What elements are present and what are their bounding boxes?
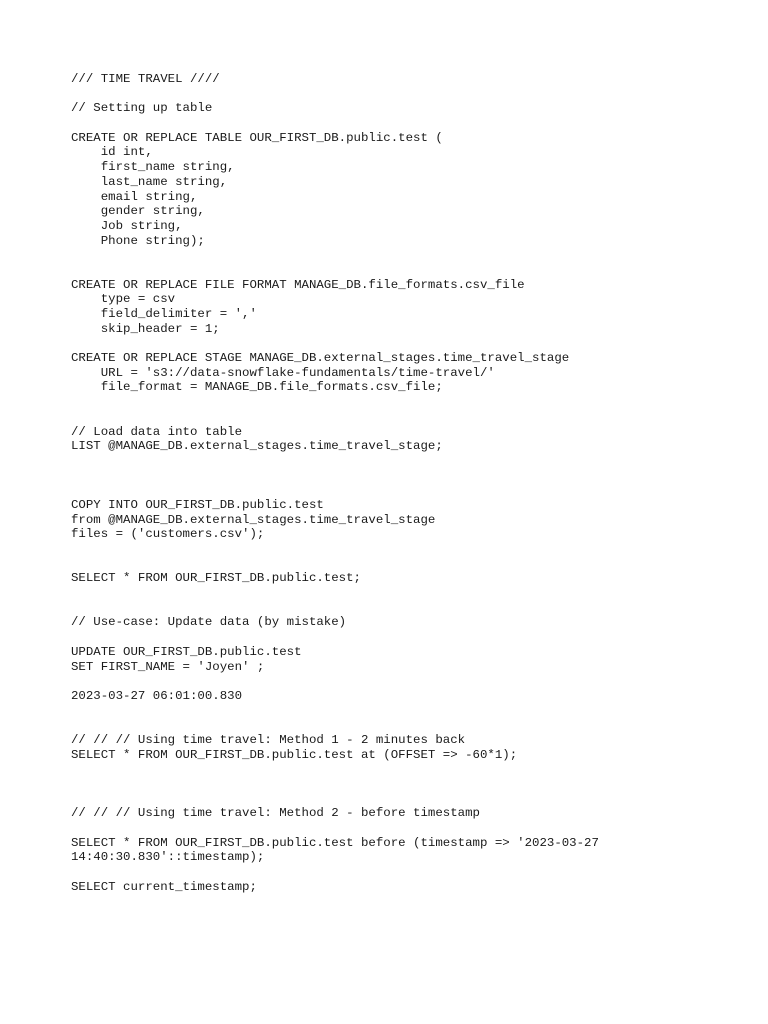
blank-line <box>71 601 721 616</box>
code-line: last_name string, <box>71 174 228 189</box>
blank-line <box>71 777 721 792</box>
blank-line <box>71 483 721 498</box>
blank-line <box>71 410 721 425</box>
code-line: skip_header = 1; <box>71 321 220 336</box>
code-line: file_format = MANAGE_DB.file_formats.csv_file; <box>71 380 443 395</box>
code-line: // Use-case: Update data (by mistake) <box>71 615 347 630</box>
blank-line <box>71 87 721 102</box>
blank-line <box>71 542 721 557</box>
code-line: LIST @MANAGE_DB.external_stages.time_travel_stage; <box>71 439 443 454</box>
blank-line <box>71 821 721 836</box>
code-line: type = csv <box>71 292 176 307</box>
blank-line <box>71 395 721 410</box>
code-line: field_delimiter = ',' <box>71 307 257 321</box>
blank-line <box>71 248 721 263</box>
code-line: // // // Using time travel: Method 2 - before timestamp <box>71 806 480 821</box>
code-line: CREATE OR REPLACE TABLE OUR_FIRST_DB.public.test ( <box>71 130 443 145</box>
blank-line <box>71 792 721 807</box>
blank-line <box>71 263 721 278</box>
code-line: SELECT * FROM OUR_FIRST_DB.public.test at (OFFSET => -60*1); <box>71 747 518 762</box>
blank-line <box>71 630 721 645</box>
code-line: id int, <box>71 145 153 160</box>
blank-line <box>71 454 721 469</box>
code-line: // // // Using time travel: Method 1 - 2 minutes back <box>71 732 466 747</box>
sql-code-block <box>71 72 721 895</box>
blank-line <box>71 557 721 572</box>
code-line: // Load data into table <box>71 424 243 439</box>
blank-line <box>71 336 721 351</box>
code-line: gender string, <box>71 204 205 219</box>
code-line: 14:40:30.830'::timestamp); <box>71 850 265 865</box>
code-line: 2023-03-27 06:01:00.830 <box>71 688 243 703</box>
code-line: email string, <box>71 189 198 204</box>
code-line: SELECT * FROM OUR_FIRST_DB.public.test; <box>71 571 361 586</box>
blank-line <box>71 718 721 733</box>
blank-line <box>71 469 721 484</box>
code-line: COPY INTO OUR_FIRST_DB.public.test <box>71 497 324 512</box>
code-line: Job string, <box>71 218 183 233</box>
code-line: SELECT * FROM OUR_FIRST_DB.public.test before (timestamp => '2023-03-27 <box>71 835 599 850</box>
code-line: SET FIRST_NAME = 'Joyen' ; <box>71 659 265 674</box>
blank-line <box>71 704 721 719</box>
blank-line <box>71 674 721 689</box>
code-line: // Setting up table <box>71 101 213 116</box>
blank-line <box>71 116 721 131</box>
code-line: URL = 's3://data-snowflake-fundamentals/time-travel/' <box>71 365 495 380</box>
code-line: files = ('customers.csv'); <box>71 527 265 542</box>
code-line: SELECT current_timestamp; <box>71 879 257 894</box>
code-line: first_name string, <box>71 160 235 175</box>
code-line: from @MANAGE_DB.external_stages.time_travel_stage <box>71 512 436 527</box>
code-line: /// TIME TRAVEL //// <box>71 72 220 86</box>
code-line: CREATE OR REPLACE FILE FORMAT MANAGE_DB.file_formats.csv_file <box>71 277 525 292</box>
blank-line <box>71 762 721 777</box>
code-line: Phone string); <box>71 233 205 248</box>
blank-line <box>71 865 721 880</box>
code-line: UPDATE OUR_FIRST_DB.public.test <box>71 644 302 659</box>
code-line: CREATE OR REPLACE STAGE MANAGE_DB.external_stages.time_travel_stage <box>71 351 570 366</box>
blank-line <box>71 586 721 601</box>
